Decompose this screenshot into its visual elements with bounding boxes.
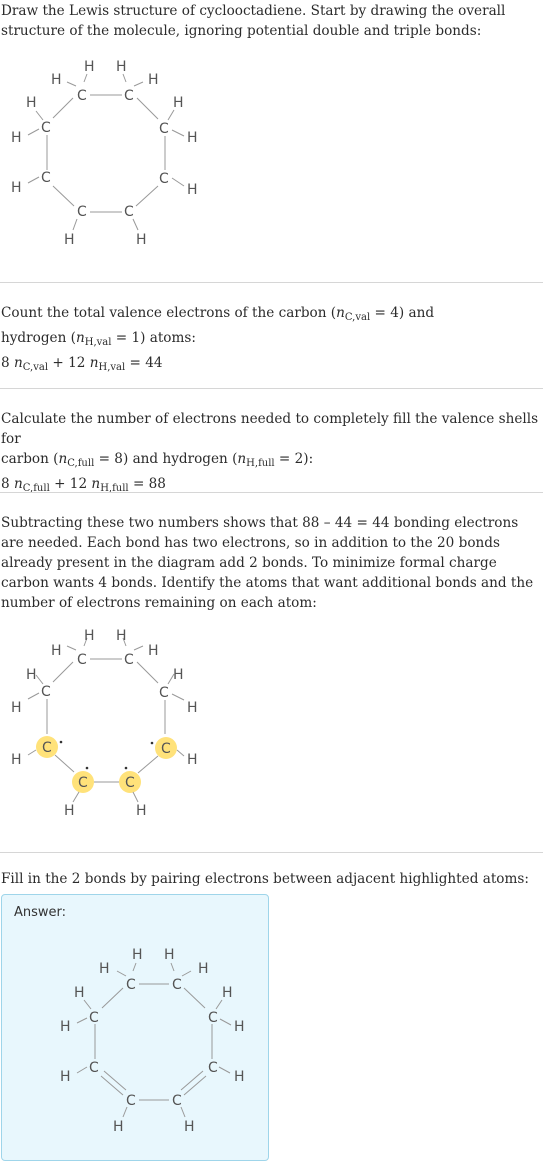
lone-electrons [60,741,154,770]
electron-dot [151,742,154,745]
carbon-atom: C [172,1093,182,1109]
carbon-atom: C [77,88,87,104]
answer-label: Answer: [14,905,67,920]
hydrogen-atom: H [113,1119,124,1135]
atom-labels [11,59,198,248]
intro-text: Draw the Lewis structure of cyclooctadiene. Start by drawing the overall structure of the molecule, ignoring potential double and triple bonds: [1,3,506,39]
hydrogen-atom: H [222,985,233,1001]
hydrogen-atom: H [11,180,22,196]
bonds [77,963,231,1117]
hydrogen-atom: H [84,59,95,75]
molecule-structure-1 [0,56,230,256]
hydrogen-atom: H [99,961,110,977]
hydrogen-atom: H [116,628,127,644]
hydrogen-atom: H [136,803,147,819]
hydrogen-atom: H [84,628,95,644]
carbon-atom: C [125,775,135,791]
hydrogen-atom: H [74,985,85,1001]
carbon-atom: C [78,775,88,791]
section-divider [0,492,543,493]
hydrogen-atom: H [234,1069,245,1085]
carbon-atom: C [159,171,169,187]
hydrogen-atom: H [136,232,147,248]
carbon-atom: C [41,684,51,700]
hydrogen-atom: H [11,700,22,716]
full-shell-equation: 8 $n_{C,full} + 12$ $n_{H,full} = 88$ [1,476,166,494]
hydrogen-atom: H [51,643,62,659]
carbon-atom: C [77,652,87,668]
hydrogen-atom: H [184,1119,195,1135]
hydrogen-atom: H [187,182,198,198]
hydrogen-atom: H [173,95,184,111]
hydrogen-atom: H [132,947,143,963]
carbon-atom: C [124,204,134,220]
hydrogen-atom: H [60,1069,71,1085]
carbon-atom: C [159,121,169,137]
electron-dot [125,767,128,770]
bonding-explanation-text: Subtracting these two numbers shows that 88 – 44 = 44 bonding electrons are needed. Each bond has two electrons, so in addition to the 20 bonds already present in the diagram add 2 bonds. To minimize formal charge carbon wants 4 bonds. Identify the atoms that want additional bonds and the number of electrons remaining on each atom: [1,515,534,611]
valence-line-1: Count the total valence electrons of the carbon $(n_{C,val} = 4)$ and [1,305,435,323]
carbon-atom: C [172,977,182,993]
carbon-atom: C [41,170,51,186]
hydrogen-atom: H [51,72,62,88]
hydrogen-atom: H [187,700,198,716]
carbon-atom: C [161,741,171,757]
carbon-atom: C [124,652,134,668]
carbon-atom: C [89,1060,99,1076]
hydrogen-atom: H [173,667,184,683]
full-shell-text [1,409,541,499]
hydrogen-atom: H [234,1019,245,1035]
carbon-atom: C [208,1010,218,1026]
valence-count-text [1,303,541,378]
electron-dot [60,741,63,744]
valence-line-2: hydrogen $(n_{H,val} = 1)$ atoms: [1,330,196,348]
carbon-atom: C [89,1010,99,1026]
bonds [28,74,184,230]
hydrogen-atom: H [60,1019,71,1035]
carbon-atom: C [41,120,51,136]
hydrogen-atom: H [164,947,175,963]
atom-labels [60,947,245,1135]
valence-equation: 8 $n_{C,val} + 12$ $n_{H,val} = 44$ [1,355,163,373]
hydrogen-atom: H [116,59,127,75]
hydrogen-atom: H [26,667,37,683]
section-divider [0,852,543,853]
hydrogen-atom: H [187,130,198,146]
hydrogen-atom: H [64,803,75,819]
hydrogen-atom: H [187,752,198,768]
hydrogen-atom: H [11,130,22,146]
hydrogen-atom: H [198,961,209,977]
hydrogen-atom: H [148,72,159,88]
hydrogen-atom: H [64,232,75,248]
carbon-atom: C [42,740,52,756]
bonds [28,638,184,802]
carbon-atom: C [124,88,134,104]
carbon-atom: C [77,204,87,220]
full-shell-line-1: Calculate the number of electrons needed to completely fill the valence shells for [1,411,539,447]
atom-labels [11,628,198,819]
hydrogen-atom: H [148,643,159,659]
section-divider [0,282,543,283]
highlighted-atoms [36,736,177,793]
electron-dot [86,767,89,770]
answer-box [1,894,269,1161]
molecule-structure-highlighted [0,620,230,820]
carbon-atom: C [208,1060,218,1076]
molecule-structure-final [47,945,257,1155]
carbon-atom: C [126,977,136,993]
hydrogen-atom: H [26,95,37,111]
fill-bonds-text: Fill in the 2 bonds by pairing electrons between adjacent highlighted atoms: [1,871,529,887]
carbon-atom: C [159,685,169,701]
full-shell-line-2: carbon $(n_{C,full} = 8)$ and hydrogen $(n_{H,full} = 2)$: [1,451,314,469]
hydrogen-atom: H [11,752,22,768]
section-divider [0,388,543,389]
carbon-atom: C [126,1093,136,1109]
